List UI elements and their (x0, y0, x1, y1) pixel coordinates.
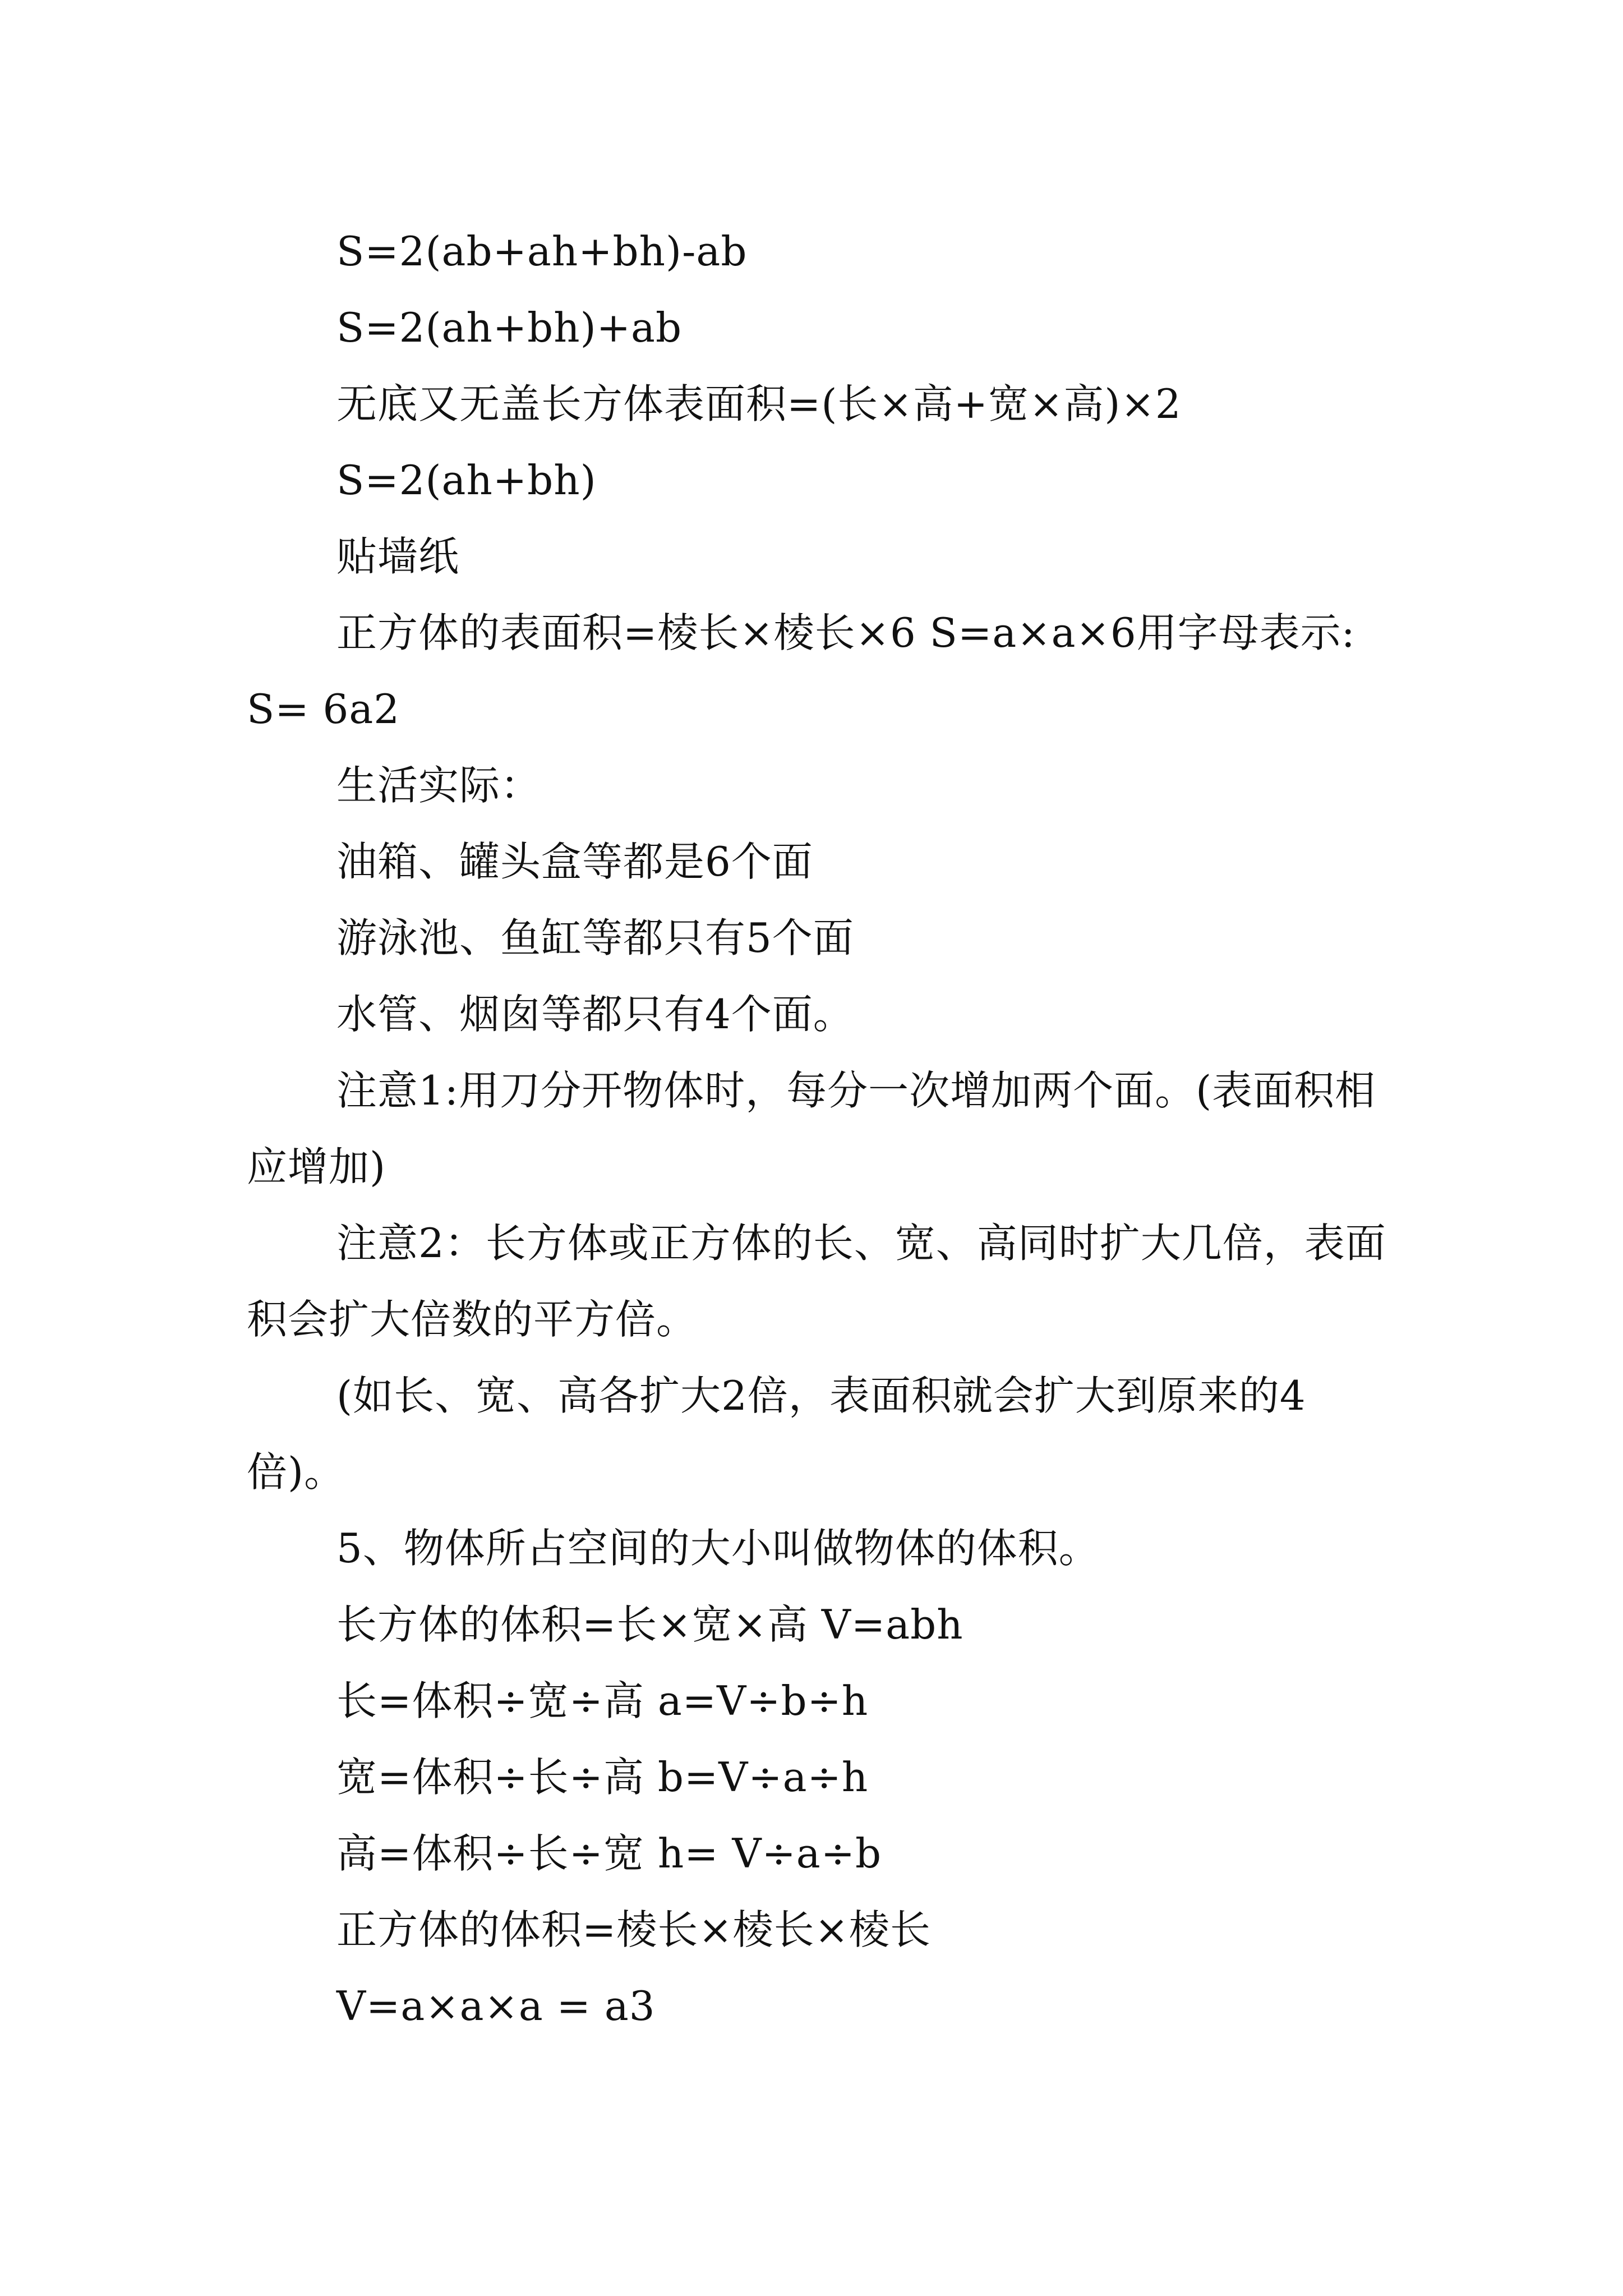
text-paragraph: 注意2：长方体或正方体的长、宽、高同时扩大几倍，表面积会扩大倍数的平方倍。 (247, 1220, 1386, 1343)
text-paragraph: 正方体的表面积=棱长×棱长×6 S=a×a×6用字母表示: S= 6a2 (247, 609, 1355, 733)
formula-line: V=a×a×a = a3 (336, 1982, 656, 2030)
text-line: 宽=体积÷长÷高 b=V÷a÷h (336, 1754, 869, 1801)
text-line: 长=体积÷宽÷高 a=V÷b÷h (336, 1677, 869, 1724)
text-line: 高=体积÷长÷宽 h= V÷a÷b (336, 1830, 882, 1877)
text-line: 水管、烟囱等都只有4个面。 (336, 991, 854, 1038)
text-line: 无底又无盖长方体表面积=(长×高+宽×高)×2 (336, 380, 1182, 427)
text-line: 5、物体所占空间的大小叫做物体的体积。 (336, 1525, 1100, 1572)
formula-line: S=2(ah+bh)+ab (336, 304, 683, 351)
document-body (247, 213, 1391, 2044)
text-line: 贴墙纸 (336, 533, 460, 580)
text-paragraph: 注意1:用刀分开物体时，每分一次增加两个面。(表面积相应增加) (247, 1067, 1376, 1190)
text-line: 长方体的体积=长×宽×高 V=abh (336, 1601, 963, 1648)
text-line: 生活实际： (336, 762, 542, 809)
text-line: 游泳池、鱼缸等都只有5个面 (336, 914, 854, 961)
text-paragraph: (如长、宽、高各扩大2倍，表面积就会扩大到原来的4倍)。 (247, 1372, 1306, 1496)
text-line: 正方体的体积=棱长×棱长×棱长 (336, 1906, 931, 1953)
formula-line: S=2(ah+bh) (336, 457, 597, 504)
formula-line: S=2(ab+ah+bh)-ab (336, 228, 748, 275)
text-line: 油箱、罐头盒等都是6个面 (336, 838, 813, 885)
